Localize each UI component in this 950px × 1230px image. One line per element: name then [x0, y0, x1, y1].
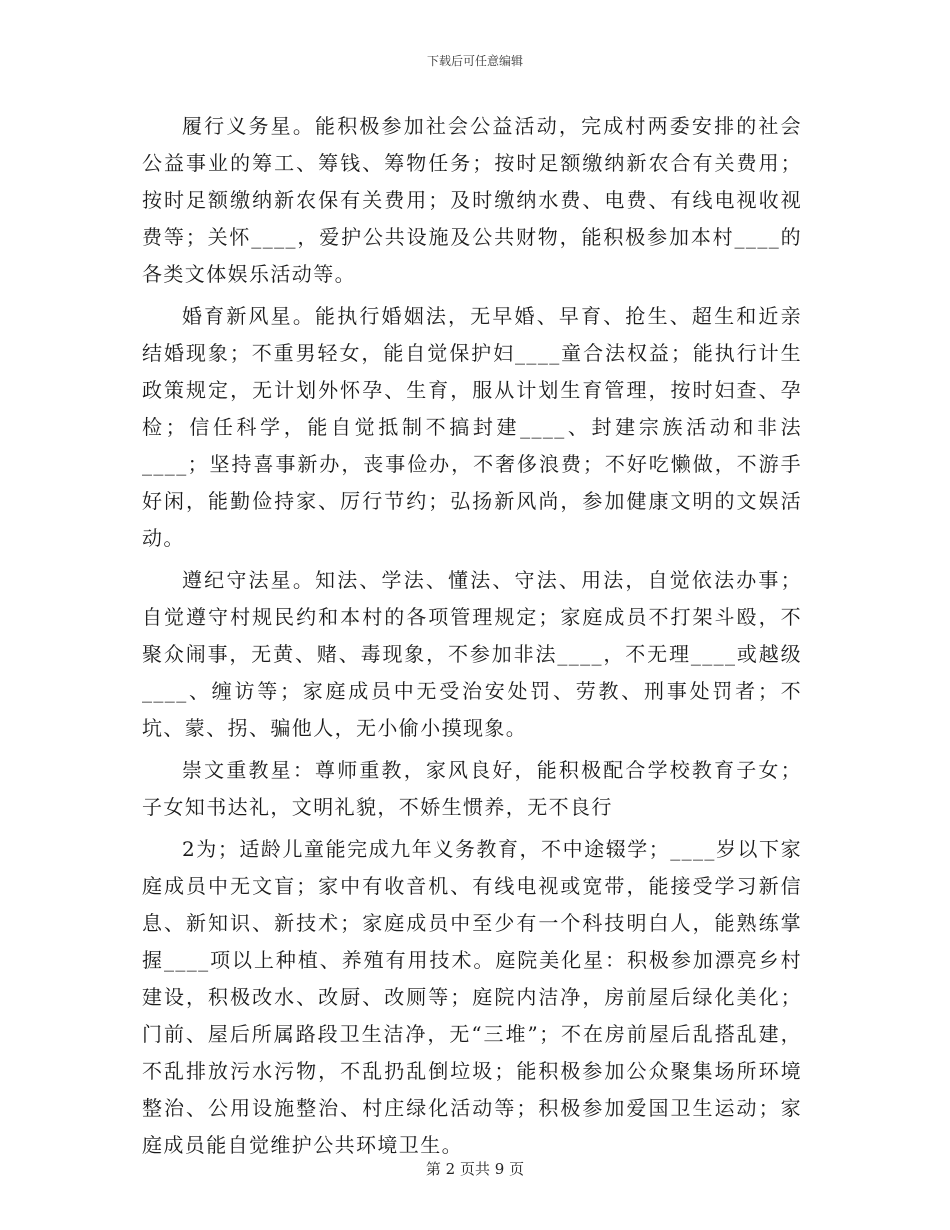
paragraph-marriage-star: 婚育新风星。能执行婚姻法，无早婚、早育、抢生、超生和近亲结婚现象；不重男轻女，能自觉保护妇____童合法权益；能执行计生政策规定，无计划外怀孕、生育，服从计划生育管理，按时妇查、孕检；信任科学，能自觉抵制不搞封建____、封建宗族活动和非法____；坚持喜事新办，丧事俭办，不奢侈浪费；不好吃懒做，不游手好闲，能勤俭持家、厉行节约；弘扬新风尚，参加健康文明的文娱活动。: [142, 304, 802, 550]
paragraph-duty-star: 履行义务星。能积极参加社会公益活动，完成村两委安排的社会公益事业的筹工、筹钱、筹物任务；按时足额缴纳新农合有关费用；按时足额缴纳新农保有关费用；及时缴纳水费、电费、有线电视收视费等；关怀____，爱护公共设施及公共财物，能积极参加本村____的各类文体娱乐活动等。: [142, 114, 802, 286]
page-header-note: 下载后可任意编辑: [426, 54, 523, 68]
paragraph-education-continued: 2为；适龄儿童能完成九年义务教育，不中途辍学；____岁以下家庭成员中无文盲；家中有收音机、有线电视或宽带，能接受学习新信息、新知识、新技术；家庭成员中至少有一个科技明白人，能熟练掌握____项以上种植、养殖有用技术。庭院美化星：积极参加漂亮乡村建设，积极改水、改厨、改厕等；庭院内洁净，房前屋后绿化美化；门前、屋后所属路段卫生洁净，无“三堆”；不在房前屋后乱搭乱建，不乱排放污水污物，不乱扔乱倒垃圾；能积极参加公众聚集场所环境整治、公用设施整治、村庄绿化活动等；积极参加爱国卫生运动；家庭成员能自觉维护公共环境卫生。: [142, 837, 802, 1157]
document-body: [142, 108, 802, 1169]
paragraph-education-star: 崇文重教星：尊师重教，家风良好，能积极配合学校教育子女；子女知书达礼，文明礼貌，不娇生惯养，无不良行: [142, 758, 802, 819]
paragraph-law-star: 遵纪守法星。知法、学法、懂法、守法、用法，自觉依法办事；自觉遵守村规民约和本村的各项管理规定；家庭成员不打架斗殴，不聚众闹事，无黄、赌、毒现象，不参加非法____，不无理____或越级____、缠访等；家庭成员中无受治安处罚、劳教、刑事处罚者；不坑、蒙、拐、骗他人，无小偷小摸现象。: [142, 568, 802, 740]
page-number-footer: 第 2 页共 9 页: [425, 1160, 525, 1178]
